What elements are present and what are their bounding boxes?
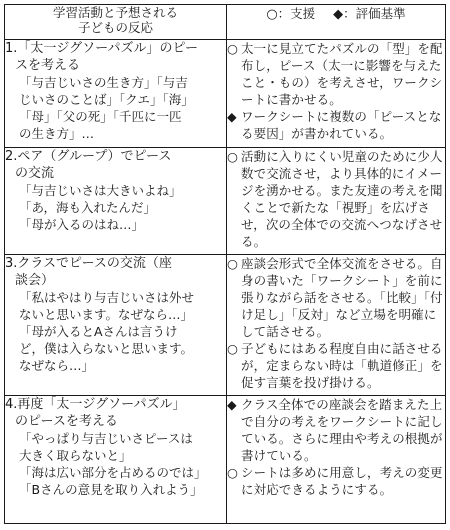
support-note <box>227 464 445 498</box>
response-line: 「与吉じいさは大きいよね」 <box>19 183 182 199</box>
support-note <box>227 148 445 250</box>
support-circle-icon: ○ <box>227 340 239 356</box>
note-text: 太一に見立てたパズルの「型」を配布し，ピース（太一に影響を与えたこと・もの）を考えさせ，ワークシートに書かせる。 <box>241 41 443 108</box>
response-line: 「母」「父の死」「千匹に一匹 <box>19 109 182 125</box>
criteria-diamond-icon: ◆ <box>227 109 237 125</box>
support-cell <box>227 395 446 523</box>
response-line: 「あ，海も入れたんだ」 <box>19 200 157 216</box>
note-text: 座談会形式で全体交流をさせる。自身の書いた「ワークシート」を前に張りながら話をさせる。「比較」「付け足し」「反対」など立場を明確にして話させる。 <box>241 255 443 339</box>
activity-row <box>5 254 446 395</box>
response-line: 「母が入るのはね…」 <box>19 217 145 233</box>
support-cell <box>227 148 446 255</box>
response-line: 「私はやはり与吉じいさは外せ <box>19 289 195 305</box>
criteria-diamond-icon: ◆ <box>333 7 344 22</box>
step-title <box>5 396 226 430</box>
header-left-line2: 子どもの反応 <box>77 20 153 35</box>
criteria-note <box>227 108 445 142</box>
step-title <box>5 40 226 74</box>
step-title-line2: 談会） <box>15 272 55 288</box>
support-note <box>227 40 445 108</box>
activity-row <box>5 148 446 255</box>
note-text: 子どもにはある程度自由に話させるが，定まらない時は「軌道修正」を促す言葉を投げ掛ける。 <box>241 340 443 390</box>
activity-cell <box>5 395 227 523</box>
response-line: ど，僕は入らないと思います。 <box>19 340 194 356</box>
header-activities <box>5 5 227 40</box>
response-line: 「海は広い部分を占めるのでは」 <box>19 464 207 480</box>
criteria-diamond-icon: ◆ <box>227 396 237 412</box>
note-text: シートは多めに用意し，考えの変更に対応できるようにする。 <box>241 464 443 497</box>
note-text: クラス全体での座談会を踏まえた上で自分の考えをワークシートに記している。さらに理由や考えの根拠が書けている。 <box>241 396 443 463</box>
note-text: ワークシートに複数の「ピースとなる要因」が書かれている。 <box>241 109 442 142</box>
activity-cell <box>5 254 227 395</box>
criteria-note <box>227 396 445 464</box>
step-title-line1: 1.「太一ジグソーパズル」のピー <box>5 41 198 57</box>
support-circle-icon: ○ <box>227 41 239 57</box>
lesson-plan-table <box>4 4 446 524</box>
header-row <box>5 5 446 40</box>
support-circle-icon: ○ <box>227 464 239 480</box>
support-circle-icon: ○ <box>227 149 239 165</box>
header-left-line1: 学習活動と予想される <box>52 5 178 20</box>
activity-row <box>5 395 446 523</box>
step-title <box>5 255 226 289</box>
step-title-line1: 4.再度「太一ジグソーパズル」 <box>5 396 186 412</box>
activity-cell <box>5 148 227 255</box>
step-title-line2: の交流 <box>15 166 55 182</box>
response-line: 「母が入るとAさんは言うけ <box>19 323 178 339</box>
support-note <box>227 340 445 391</box>
step-title-line2: のピースを考える <box>15 413 118 429</box>
response-line: ないと思います。なぜなら…」 <box>19 306 194 322</box>
support-cell <box>227 254 446 395</box>
criteria-label: ：評価基準 <box>343 6 406 21</box>
activity-cell <box>5 40 227 148</box>
step-title <box>5 148 226 182</box>
response-line: なぜなら…」 <box>19 357 95 373</box>
response-line: 「与吉じいさの生き方」「与吉 <box>19 75 188 91</box>
response-line: の生き方」… <box>19 126 95 142</box>
support-label: ：支援 <box>277 6 316 21</box>
support-cell <box>227 40 446 148</box>
step-title-line1: 2.ペア（グループ）でピース <box>5 149 172 165</box>
step-title-line1: 3.クラスでピースの交流（座 <box>5 255 172 271</box>
response-line: 「やっぱり与吉じいさピースは <box>19 430 193 446</box>
support-note <box>227 255 445 340</box>
support-circle-icon: ○ <box>227 255 239 271</box>
step-title-line2: スを考える <box>15 58 81 74</box>
header-legend <box>227 5 446 40</box>
response-line: じいさのことば」「クエ」「海」 <box>19 92 194 108</box>
note-text: 活動に入りにくい児童のために少人数で交流させ，より具体的にイメージを湧かせる。また友達の考えを聞くことで新たな「視野」を広げさせ，次の全体での交流へつなげさせる。 <box>241 149 443 250</box>
response-line: 大きく取らないと」 <box>19 447 132 463</box>
response-line: 「Bさんの意見を取り入れよう」 <box>19 481 203 497</box>
support-circle-icon: ○ <box>266 7 278 22</box>
lesson-plan-sheet <box>4 4 445 524</box>
activity-row <box>5 40 446 148</box>
